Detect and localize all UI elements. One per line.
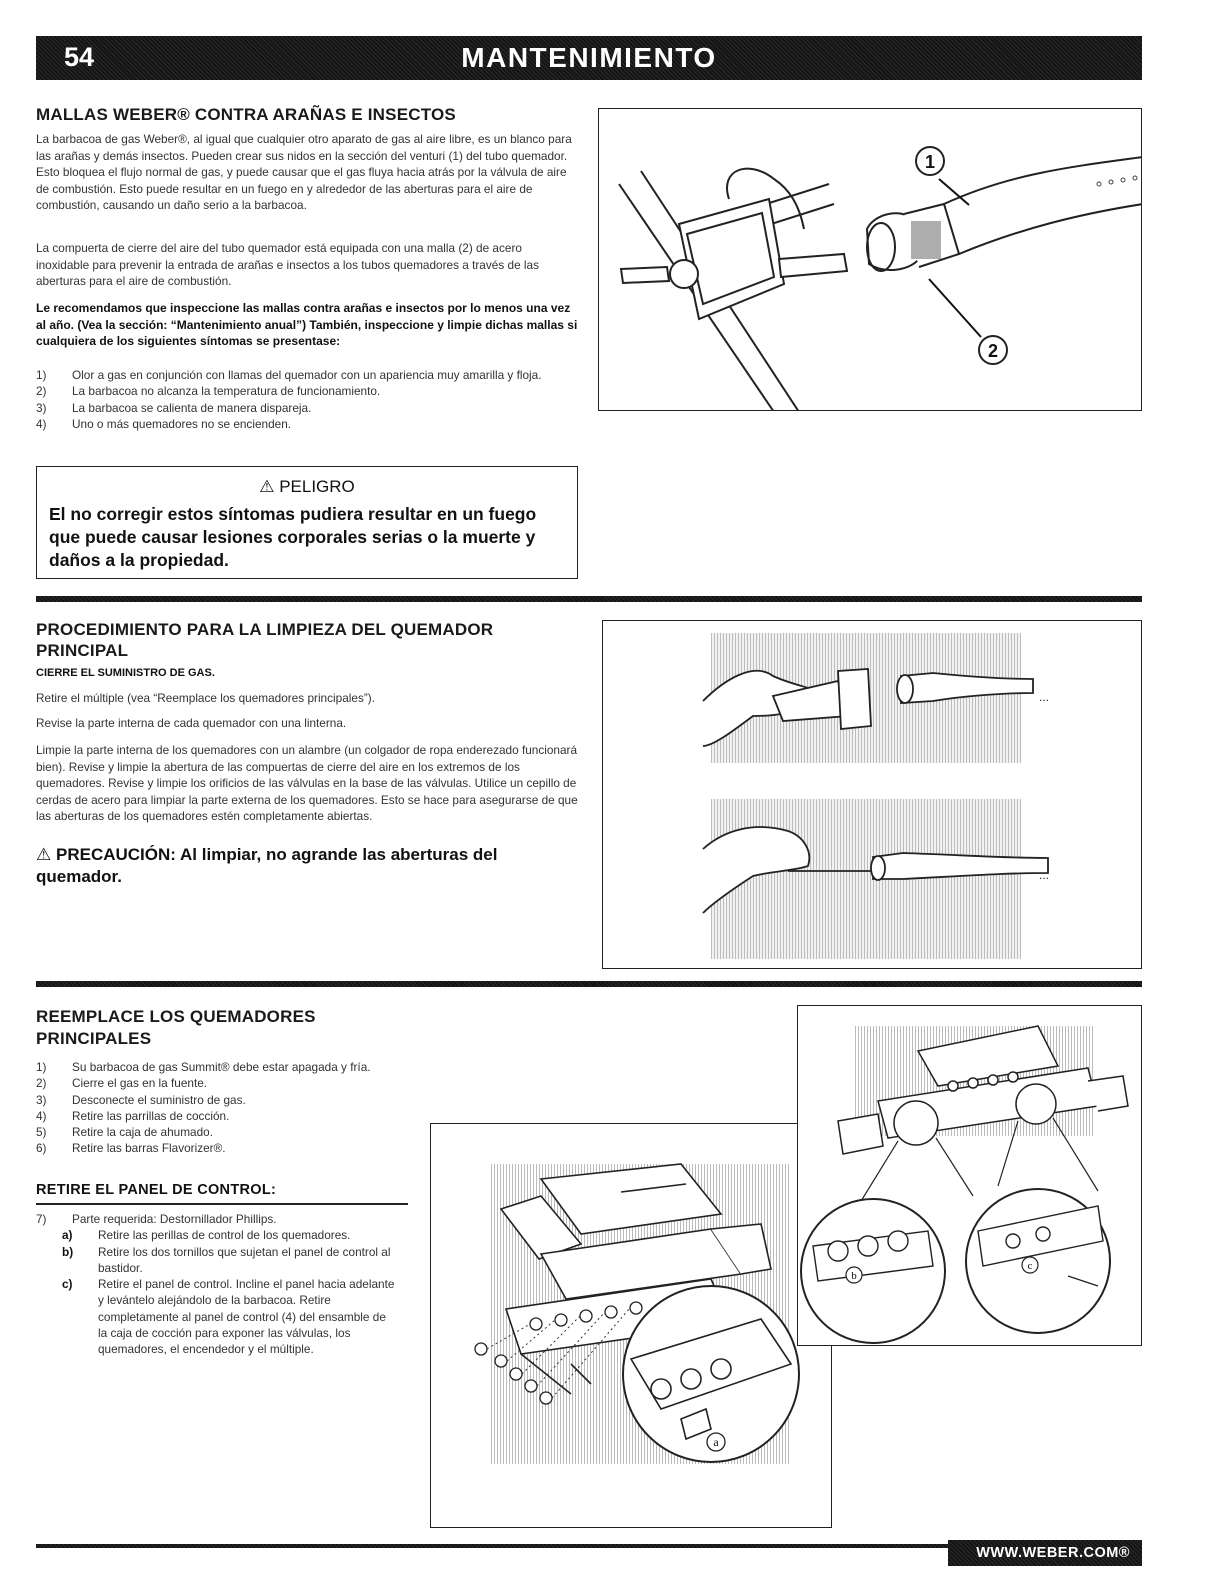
symptom-list — [36, 367, 556, 432]
page-header — [36, 36, 1142, 80]
list-item — [36, 1244, 396, 1277]
list-number: 4) — [36, 416, 47, 431]
list-text: Su barbacoa de gas Summit® debe estar apagada y fría. — [72, 1060, 371, 1074]
list-text: La barbacoa se calienta de manera dispareja. — [72, 400, 312, 415]
footer-rule — [36, 1544, 948, 1548]
page-number: 54 — [64, 42, 95, 72]
list-number: 1) — [36, 1060, 47, 1074]
danger-text: El no corregir estos síntomas pudiera resultar en un fuego que puede causar lesiones corporales serias o la muerte y daños a la propiedad. — [49, 504, 537, 570]
control-panel-removal-figure — [430, 1123, 832, 1528]
section-title-spider-screens: MALLAS WEBER® CONTRA ARAÑAS E INSECTOS — [36, 105, 456, 124]
list-number: 3) — [36, 400, 47, 415]
callout-2-arrow — [929, 279, 981, 337]
list-number: 1) — [36, 368, 47, 382]
list-item — [36, 367, 556, 383]
section-title-replace-burners: REEMPLACE LOS QUEMADORES PRINCIPALES — [36, 1007, 316, 1048]
grill-screws-illustration — [798, 1006, 1142, 1346]
list-item — [36, 1124, 396, 1140]
list-text: Desconecte el suministro de gas. — [72, 1092, 246, 1107]
burner-cleaning-figure — [602, 620, 1142, 969]
list-text: Cierre el gas en la fuente. — [72, 1076, 208, 1091]
list-item — [36, 416, 556, 432]
caution-label: PRECAUCIÓN: — [55, 845, 176, 864]
paragraph: Retire el múltiple (vea “Reemplace los quemadores principales”). — [36, 691, 375, 705]
list-item — [36, 1140, 396, 1156]
list-number: 6) — [36, 1141, 47, 1156]
list-number: 2) — [36, 1076, 47, 1091]
caution-text: Al limpiar, no agrande las aberturas del quemador. — [36, 845, 498, 886]
website-url: WWW.WEBER.COM® — [948, 1540, 1142, 1566]
list-item — [36, 1075, 396, 1091]
list-text: Uno o más quemadores no se encienden. — [72, 416, 292, 431]
list-item — [36, 1276, 396, 1357]
label-c: c — [1027, 1260, 1033, 1272]
paragraph: La compuerta de cierre del aire del tubo quemador está equipada con una malla (2) de acero inoxidable para prevenir la entrada de arañas e insectos a los tubos quemadores a través de las aberturas para el aire de combustión. — [36, 241, 539, 288]
paragraph: Limpie la parte interna de los quemadores con un alambre (un colgador de ropa enderezado funcionará bien). Revise y limpie la abertura de las compuertas de cierre del aire en los extremos de los quemadores. Revise y limpie los orificios de las válvulas en la base de las válvulas. Utilice un cepillo de cerdas de acero para limpiar la parte externa de los quemadores. Esto se hace para asegurarse de que las aberturas de los quemadores estén completamente abiertas. — [36, 743, 578, 823]
list-item — [36, 1227, 396, 1243]
list-number: 5) — [36, 1125, 47, 1140]
label-a: a — [713, 1435, 719, 1449]
warning-triangle-icon: ⚠ — [36, 845, 52, 864]
list-text: Retire los dos tornillos que sujetan el panel de control al bastidor. — [98, 1244, 391, 1275]
page-title: MANTENIMIENTO — [461, 42, 717, 73]
danger-label: PELIGRO — [279, 477, 355, 496]
paragraph: Revise la parte interna de cada quemador con una linterna. — [36, 716, 347, 730]
list-text: Parte requerida: Destornillador Phillips. — [72, 1212, 277, 1226]
list-text: Retire las barras Flavorizer®. — [72, 1141, 226, 1156]
list-number: 7) — [36, 1212, 47, 1226]
control-panel-screws-figure — [797, 1005, 1142, 1346]
warning-triangle-icon: ⚠ — [259, 477, 275, 496]
continuation-dots: ... — [1039, 868, 1050, 882]
burner-tube-illustration — [599, 109, 1142, 411]
danger-box — [36, 466, 578, 579]
label-b: b — [851, 1270, 857, 1282]
callout-1-arrow — [939, 179, 969, 205]
paragraph: La barbacoa de gas Weber®, al igual que cualquier otro aparato de gas al aire libre, es un blanco para las arañas y demás insectos. Pueden crear sus nidos en la sección del venturi (1) del tubo quemador. Esto bloquea el flujo normal de gas, y puede causar que el gas fluya hacia atrás por la válvula de aire de combustión. Esto puede resultar en un fuego en y alrededor de las aberturas para el aire de combustión, causando un daño serio a la barbacoa. — [36, 132, 572, 212]
cleaning-illustration — [603, 621, 1142, 969]
section-divider — [36, 981, 1142, 987]
list-item — [36, 1211, 396, 1227]
list-item — [36, 1108, 396, 1124]
list-text: Retire las parrillas de cocción. — [72, 1108, 230, 1123]
callout-2-label: 2 — [987, 341, 999, 361]
caution-note — [36, 844, 556, 888]
callout-1-label: 1 — [924, 152, 936, 172]
remove-control-panel-heading: RETIRE EL PANEL DE CONTROL: — [36, 1182, 277, 1198]
continuation-dots: ... — [1039, 690, 1050, 704]
list-number: 4) — [36, 1108, 47, 1123]
subheading-underline — [36, 1203, 408, 1205]
list-text: Olor a gas en conjunción con llamas del quemador con un apariencia muy amarilla y floja. — [72, 368, 542, 382]
list-text: Retire las perillas de control de los quemadores. — [98, 1228, 351, 1243]
gas-off-subhead: CIERRE EL SUMINISTRO DE GAS. — [36, 667, 215, 679]
danger-heading — [37, 477, 577, 497]
list-text: La barbacoa no alcanza la temperatura de funcionamiento. — [72, 384, 381, 399]
list-number: c) — [62, 1277, 73, 1292]
burner-tube-figure — [598, 108, 1142, 411]
control-panel-steps — [36, 1211, 396, 1358]
list-item — [36, 400, 556, 416]
list-number: a) — [62, 1228, 73, 1243]
list-item — [36, 1059, 396, 1075]
list-number: 2) — [36, 384, 47, 399]
preparation-list — [36, 1059, 396, 1157]
section-title-burner-cleaning: PROCEDIMIENTO PARA LA LIMPIEZA DEL QUEMADOR PRINCIPAL — [36, 620, 494, 660]
list-number: 3) — [36, 1092, 47, 1107]
section-divider — [36, 596, 1142, 602]
list-item — [36, 1092, 396, 1108]
grill-front-illustration — [431, 1124, 832, 1528]
recommendation-paragraph: Le recomendamos que inspeccione las mallas contra arañas e insectos por lo menos una vez al año. (Vea la sección: “Mantenimiento anual”) También, inspeccione y limpie dichas mallas si cualquiera de los siguientes síntomas se presentase: — [36, 301, 578, 348]
list-text: Retire la caja de ahumado. — [72, 1125, 213, 1140]
list-item — [36, 383, 556, 399]
list-number: b) — [62, 1244, 74, 1259]
list-text: Retire el panel de control. Incline el panel hacia adelante y levántelo alejándolo de la barbacoa. Retire completamente al panel de control (4) del ensamble de la caja de cocción para exponer las válvulas, los quemadores, el encendedor y el múltiple. — [98, 1277, 395, 1357]
